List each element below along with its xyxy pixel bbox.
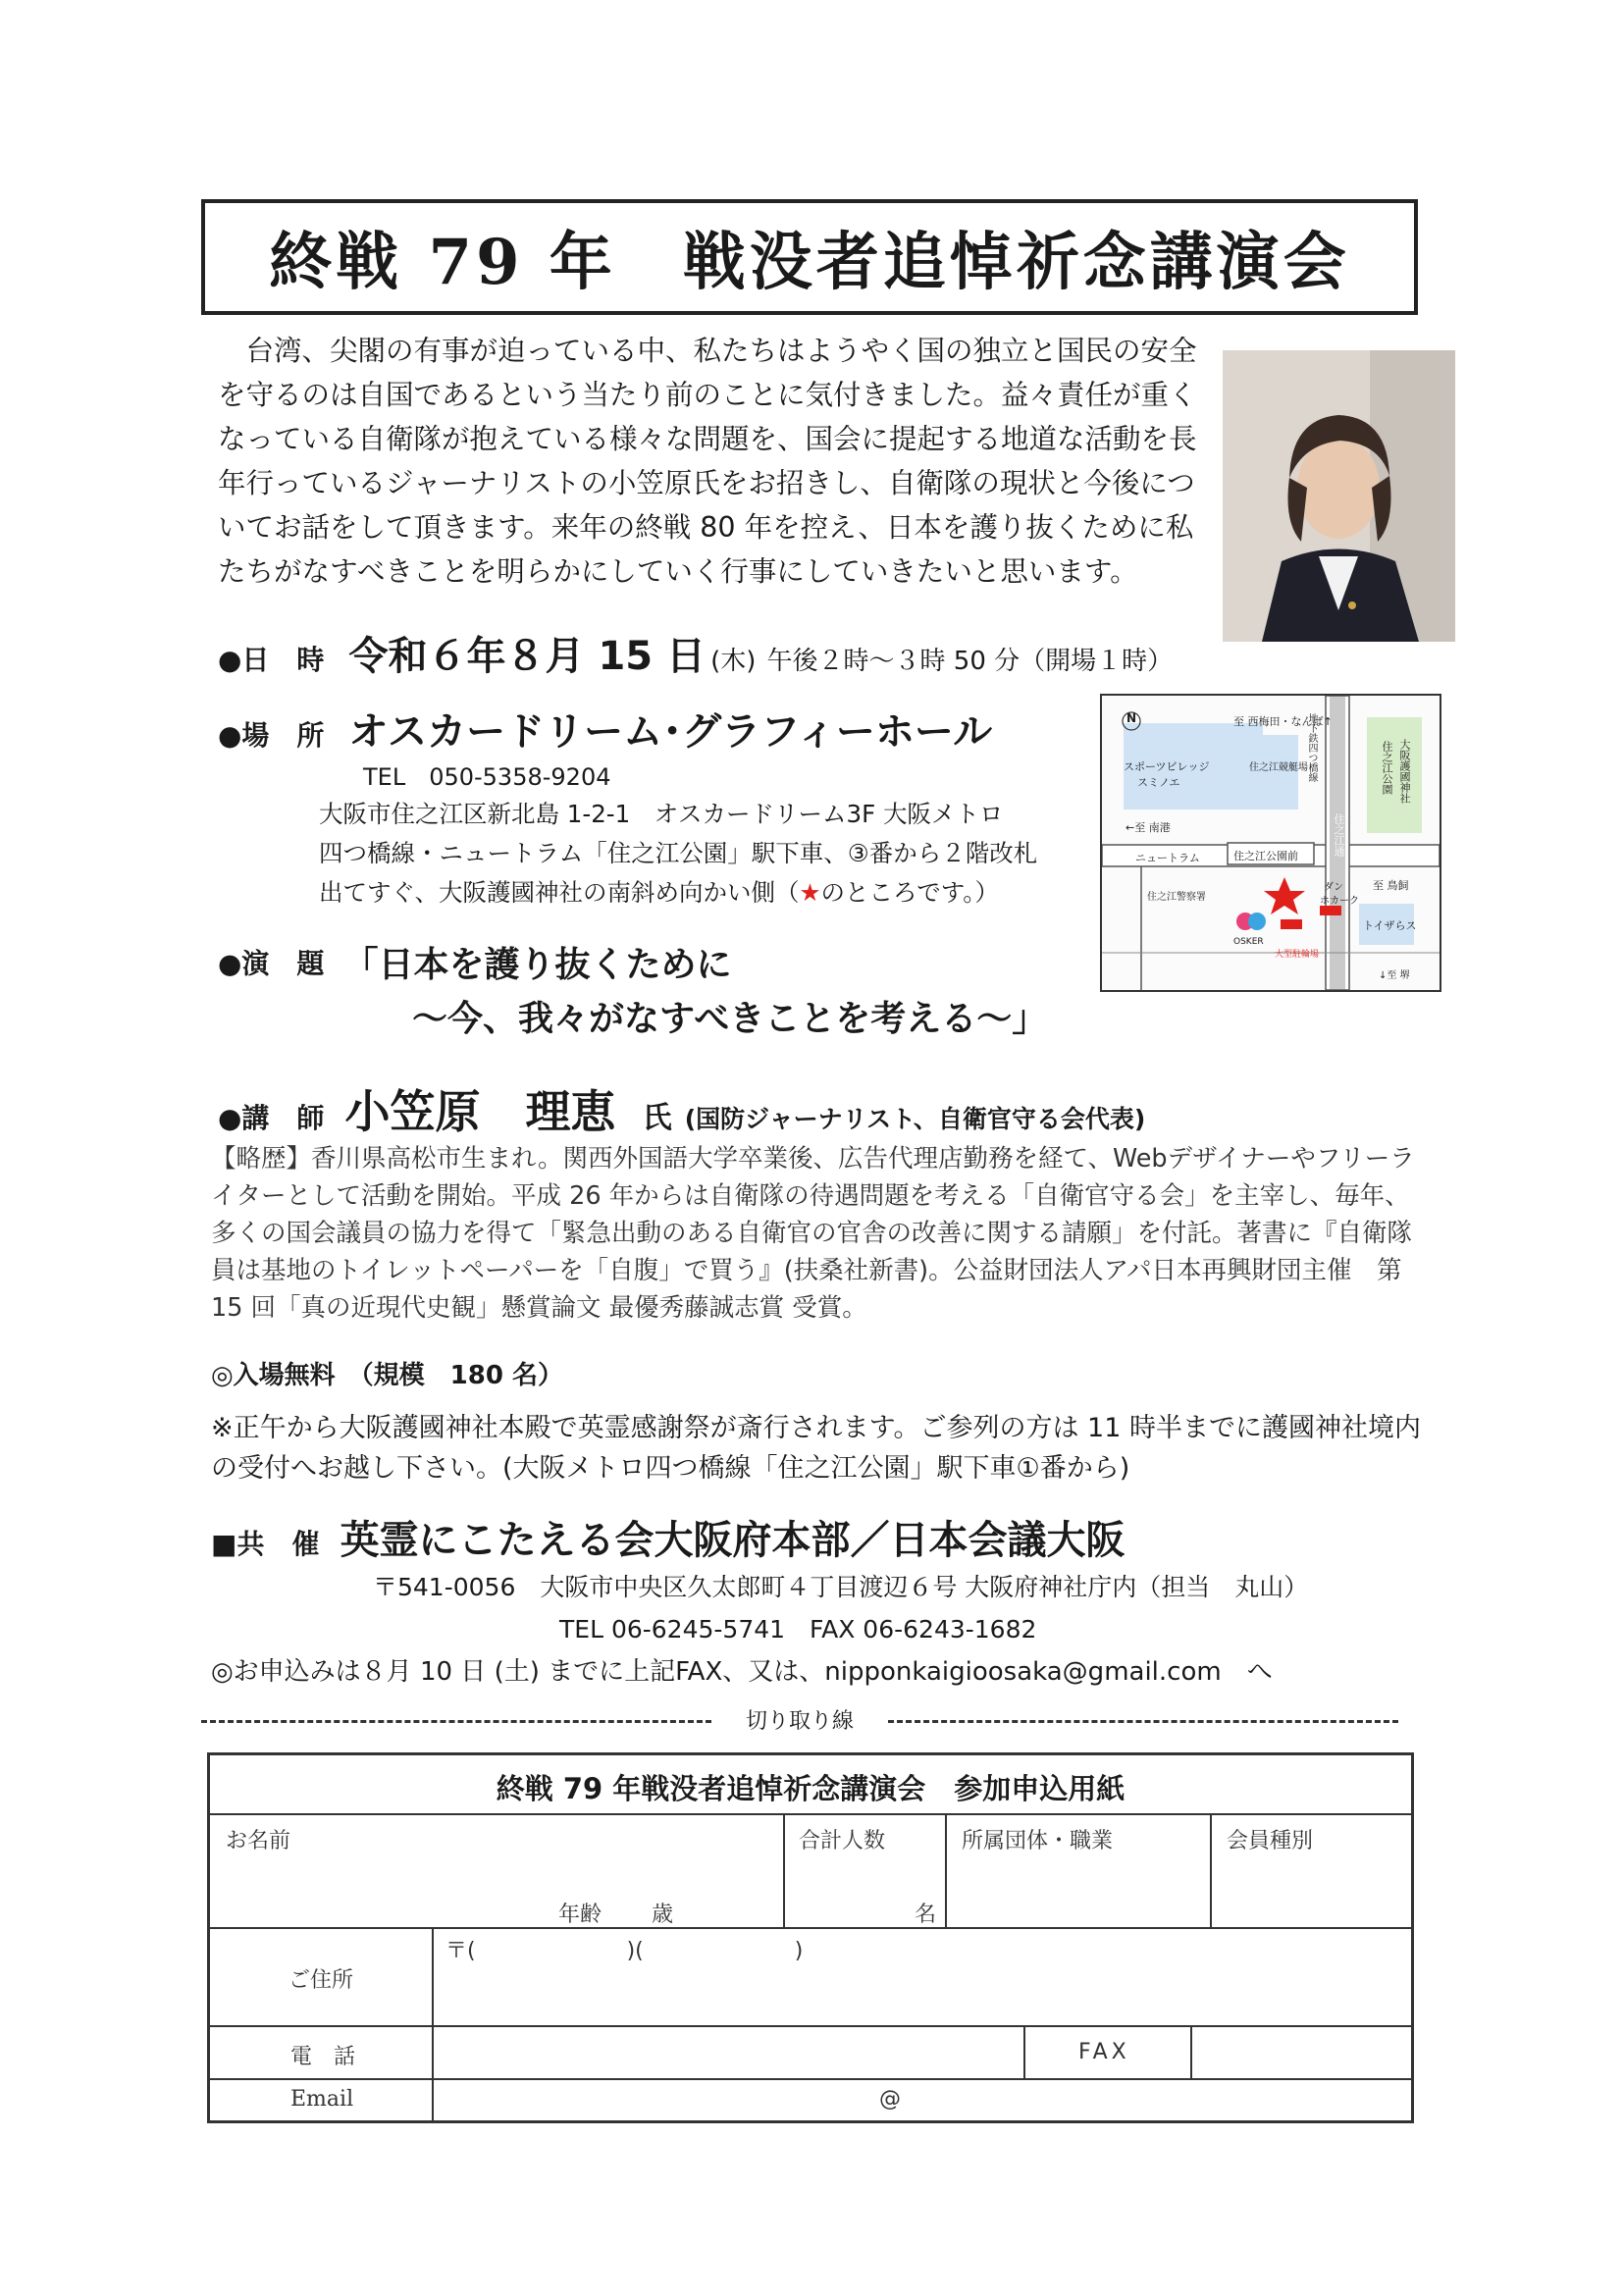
form-member-field[interactable]: [1211, 1814, 1411, 1928]
map-label-police: 住之江警察署: [1147, 892, 1206, 903]
speaker-role: (国防ジャーナリスト、自衛官守る会代表): [684, 1105, 1146, 1133]
form-phone-label: 電 話: [290, 2045, 356, 2069]
form-age-unit: 歳: [652, 1903, 674, 1927]
form-address-label: ご住所: [288, 1968, 354, 1993]
map-label-newtram: ニュートラム: [1135, 852, 1200, 864]
map-label-sports: スポーツビレッジ: [1124, 760, 1210, 773]
cut-line-label: 切り取り線: [746, 1709, 855, 1734]
map-label-gokoku: 大阪護國神社: [1398, 739, 1411, 804]
event-weekday: (木): [710, 647, 757, 676]
form-fax-label: FAX: [1078, 2040, 1130, 2064]
title-box: [201, 199, 1418, 315]
form-count-label: 合計人数: [799, 1829, 886, 1853]
map-label-kyoteijo: 住之江競艇場: [1249, 762, 1308, 773]
form-name-field[interactable]: [210, 1814, 784, 1928]
form-phone-field[interactable]: [433, 2026, 1024, 2079]
map-label-sakai: ↓至 堺: [1379, 970, 1410, 981]
map-label-subway: 地下鉄四つ橋線: [1306, 713, 1317, 782]
form-age-label: 年齢: [558, 1903, 602, 1927]
speaker-row: [218, 1076, 1435, 1141]
map-label-torikai: 至 鳥飼: [1373, 879, 1409, 892]
form-title: 終戦 79 年戦没者追悼祈念講演会 参加申込用紙: [496, 1772, 1126, 1805]
venue-tel: TEL 050-5358-9204: [363, 763, 611, 791]
access-map: [1100, 694, 1441, 992]
sponsor-row: [211, 1509, 1428, 1565]
map-label-dan: ダン: [1324, 882, 1344, 893]
sponsor-contact: TEL 06-6245-5741 FAX 06-6243-1682: [559, 1615, 1037, 1644]
map-label-nanko: ←至 南港: [1126, 821, 1171, 834]
topic-row: [218, 937, 1101, 987]
map-label-koen: 住之江公園: [1381, 741, 1393, 795]
admission-note: ◎入場無料 （規模 180 名）: [211, 1361, 564, 1390]
form-member-label: 会員種別: [1227, 1829, 1314, 1853]
venue-row: [218, 701, 1081, 757]
map-label-street: 住之江通: [1333, 813, 1345, 857]
form-email-field[interactable]: [433, 2079, 1411, 2120]
venue-address-line3: 出てすぐ、大阪護國神社の南斜め向かい側（★のところです。）: [319, 878, 1000, 907]
speaker-photo: [1223, 350, 1455, 642]
map-label-hokaku: ホカーク: [1320, 896, 1359, 907]
datetime-row: [218, 625, 1219, 681]
map-label-bike: 大型駐輪場: [1275, 950, 1320, 960]
form-email-label: Email: [290, 2087, 354, 2112]
map-north: N: [1126, 711, 1137, 725]
form-postal-placeholder: 〒( )( ): [445, 1939, 804, 1963]
topic-line1: 「日本を護り抜くために: [342, 945, 732, 985]
venue-name: オスカードリーム･グラフィーホール: [348, 709, 993, 755]
form-fax-field[interactable]: [1191, 2026, 1411, 2079]
form-name-label: お名前: [226, 1829, 291, 1853]
sponsor-label: ■共 催: [211, 1528, 320, 1560]
ceremony-note: ※正午から大阪護國神社本殿で英霊感謝祭が斎行されます。ご参列の方は 11 時半までに護國神社境内の受付へお越し下さい。(大阪メトロ四つ橋線「住之江公園」駅下車①番から): [211, 1413, 1421, 1484]
speaker-suffix: 氏: [642, 1101, 672, 1135]
map-label-osker: OSKER: [1233, 937, 1264, 947]
form-org-label: 所属団体・職業: [962, 1829, 1114, 1853]
map-label-umeda: 至 西梅田・なんば↑: [1233, 715, 1333, 728]
speaker-bio: 【略歴】香川県高松市生まれ。関西外国語大学卒業後、広告代理店勤務を経て、Webデザイナーやフリーライターとして活動を開始。平成 26 年からは自衛隊の待遇問題を考える「自衛官守る会」を主宰し、毎年、多くの国会議員の協力を得て「緊急出動のある自衛官の官舎の改善に関する請願」を付託。著書に『自衛隊員は基地のトイレットペーパーを「自腹」で買う』(扶桑社新書)。公益財団法人アパ日本再興財団主催 第 15 回「真の近現代史観」懸賞論文 最優秀藤誠志賞 受賞。: [211, 1144, 1415, 1323]
event-time: 午後２時～３時 50 分（開場１時）: [766, 647, 1174, 676]
form-address-field[interactable]: [433, 1928, 1411, 2026]
apply-note: ◎お申込みは８月 10 日 (土) までに上記FAX、又は、nipponkaigioosaka@gmail.com へ: [211, 1657, 1273, 1687]
page-title: 終戦 79 年 戦没者追悼祈念講演会: [269, 226, 1350, 299]
venue-address: [319, 795, 1094, 913]
form-count-unit: 名: [915, 1903, 937, 1927]
venue-address-line2: 四つ橋線・ニュートラム「住之江公園」駅下車、③番から２階改札: [319, 839, 1038, 867]
venue-address-line1: 大阪市住之江区新北島 1-2-1 オスカードリーム3F 大阪メトロ: [319, 800, 1004, 828]
sponsor-name: 英霊にこたえる会大阪府本部／日本会議大阪: [340, 1518, 1126, 1563]
cut-line: [201, 1709, 1398, 1734]
event-date: 令和６年８月 15 日: [348, 634, 707, 679]
sponsor-address: 〒541-0056 大阪市中央区久太郎町４丁目渡辺６号 大阪府神社庁内（担当 丸山）: [373, 1573, 1309, 1601]
map-label-toysrus: トイザらス: [1363, 919, 1417, 932]
speaker-name: 小笠原 理恵: [344, 1085, 616, 1138]
topic-line2: ～今、我々がなすべきことを考える～」: [412, 999, 1048, 1039]
map-label-koenmae: 住之江公園前: [1233, 850, 1298, 862]
form-org-field[interactable]: [946, 1814, 1211, 1928]
application-form: [207, 1752, 1414, 2123]
form-email-at: @: [879, 2087, 901, 2112]
star-icon: ★: [799, 878, 821, 907]
datetime-label: ●日 時: [218, 644, 325, 676]
map-label-suminoe: スミノエ: [1137, 776, 1180, 789]
venue-label: ●場 所: [218, 719, 325, 752]
intro-paragraph: 台湾、尖閣の有事が迫っている中、私たちはようやく国の独立と国民の安全を守るのは自国であるという当たり前のことに気付きました。益々責任が重くなっている自衛隊が抱えている様々な問題を、国会に提起する地道な活動を長年行っているジャーナリストの小笠原氏をお招きし、自衛隊の現状と今後についてお話をして頂きます。来年の終戦 80 年を控え、日本を護り抜くために私たちがなすべきことを明らかにしていく行事にしていきたいと思います。: [218, 335, 1197, 588]
speaker-label: ●講 師: [218, 1102, 325, 1134]
topic-label: ●演 題: [218, 947, 325, 980]
